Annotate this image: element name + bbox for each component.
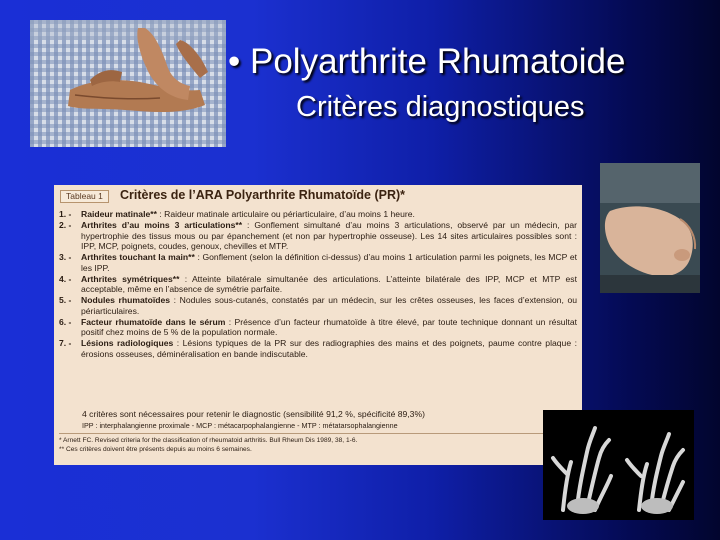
criterion-name: Raideur matinale** [81,209,157,219]
hand-xray-image [543,410,694,520]
criteria-list [59,209,577,360]
slide-title: • Polyarthrite Rhumatoide [228,42,626,81]
criterion-number: 3. - [59,252,72,263]
criterion-item [59,209,577,220]
criterion-number: 1. - [59,209,72,219]
table-tab-label: Tableau 1 [60,190,109,203]
criterion-name: Arthrites d’au moins 3 articulations** [81,219,243,230]
abbreviations: IPP : interphalangienne proximale - MCP : métacarpophalangienne - MTP : métatarsophalangienne [82,421,398,430]
criterion-item [59,317,577,338]
criterion-text: : Gonflement (selon la définition ci-dessus) d’au moins 1 articulation parmi les poignets, les MCP et les IPP. [81,252,578,273]
table-title: Critères de l’ARA Polyarthrite Rhumatoïde (PR)* [120,188,406,202]
criteria-summary: 4 critères sont nécessaires pour retenir le diagnostic (sensibilité 91,2 %, spécificité 89,3%) [82,409,425,419]
criterion-item [59,252,577,273]
slide-subtitle: Critères diagnostiques [296,91,585,123]
elbow-photo [600,163,700,293]
criterion-name: Arthrites symétriques** [81,273,180,284]
criterion-item [59,274,577,295]
criterion-item [59,220,577,252]
criterion-text: : Gonflement simultané d’au moins 3 articulations, observé par un médecin, par hypertrophie des tissus mous ou par épanchement (et non par hypertrophie osseuse). Les 14 sites articulaires possibles sont : IPP, MCP, poignets, coudes, genoux, chevilles et MTP. [81,219,577,252]
criterion-item [59,338,577,359]
criterion-text: : Lésions typiques de la PR sur des radiographies des mains et des poignets, paume contre plaque : érosions osseuses, déminéralisation en bande indiscutable. [81,338,577,360]
criterion-text: : Raideur matinale articulaire ou périarticulaire, d’au moins 1 heure. [156,209,415,219]
criterion-name: Arthrites touchant la main** [81,252,195,263]
criterion-number: 2. - [59,219,72,230]
criterion-text: : Présence d’un facteur rhumatoïde à titre élevé, par toute technique donnant un résultat positif chez moins de 5 % de la population normale. [81,316,577,338]
footnote-duration: ** Ces critères doivent être présents depuis au moins 6 semaines. [59,446,252,453]
footnote-reference: * Arnett FC. Revised criteria for the classification of rheumatoid arthritis. Bull Rheum Dis 1989, 38, 1-6. [59,437,358,444]
criterion-text: : Atteinte bilatérale simultanée des articulations. L’atteinte bilatérale des IPP, MCP et MTP est acceptable, même en l’absence de symétrie parfaite. [81,273,577,295]
criterion-name: Facteur rhumatoïde dans le sérum [81,316,226,327]
criterion-number: 7. - [59,338,72,349]
criterion-item [59,295,577,316]
criterion-number: 6. - [59,316,72,327]
hands-photo [30,20,226,147]
criterion-name: Lésions radiologiques [81,338,174,349]
criterion-text: : Nodules sous-cutanés, constatés par un médecin, sur les crêtes osseuses, les faces d’extension, ou périarticulaires. [81,295,578,316]
criteria-table [54,185,582,465]
footnote-divider [59,433,577,434]
criterion-number: 4. - [59,273,72,284]
criterion-number: 5. - [59,295,72,306]
criterion-name: Nodules rhumatoïdes [81,295,171,306]
